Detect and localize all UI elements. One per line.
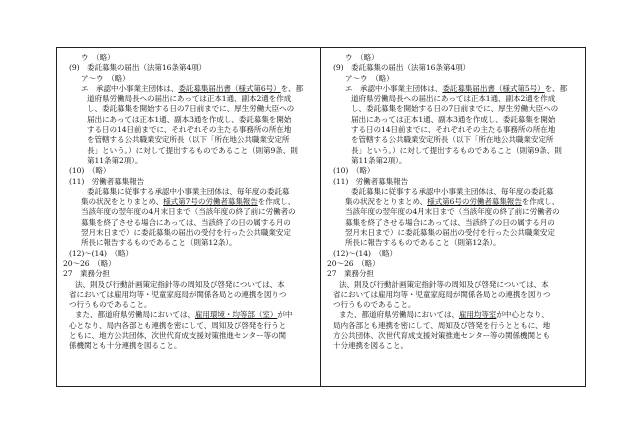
text-segment: 局内各部とも連携を密にして、周知及び啓発を行うとともに、地	[333, 320, 551, 330]
underlined-text: 雇用均等室	[458, 310, 497, 320]
text-line	[327, 321, 579, 331]
text-segment: 法、則及び行動計画策定指針等の周知及び啓発については、本	[75, 279, 285, 289]
text-segment: (11) 労働者募集報告	[333, 176, 409, 186]
text-line	[63, 341, 314, 351]
text-segment: つ行うものであること。	[69, 300, 152, 310]
comparison-table	[56, 47, 586, 387]
text-segment: 十分連携を図ること。	[333, 341, 408, 351]
text-segment: を、都	[280, 83, 304, 93]
text-segment: また、都道府県労働局においては、	[339, 310, 459, 320]
text-segment: (10) （略）	[69, 166, 111, 176]
text-segment: 募集を終了させる場合にあっては、当該終了の日の属する月の	[345, 217, 555, 227]
underlined-text: 委託募集届出書（様式第5号）	[442, 83, 545, 93]
text-line	[327, 125, 579, 135]
text-line	[327, 249, 579, 259]
text-line	[63, 166, 314, 176]
text-segment: 省においては雇用均等・児童家庭局が関係各局との連携を図りつ	[333, 289, 551, 299]
revised-column	[57, 48, 321, 386]
text-segment: が中心となり、	[496, 310, 549, 320]
text-line	[327, 187, 579, 197]
text-segment: 道府県労働局長への届出にあっては正本1通、副本2通を作成	[87, 94, 292, 104]
text-segment: を作成し、	[257, 197, 296, 207]
text-line	[63, 280, 314, 290]
text-line	[327, 300, 579, 310]
text-line	[327, 84, 579, 94]
text-segment: を作成し、	[521, 197, 560, 207]
text-segment: 当該年度の翌年度の4月末日まで（当該年度の終了前に労働者の	[81, 207, 296, 217]
text-segment: ア～ウ （略）	[81, 73, 130, 83]
text-line	[63, 146, 314, 156]
text-segment: 届出にあっては正本1通、副本3通を作成し、委託募集を開始	[87, 114, 292, 124]
text-line	[327, 331, 579, 341]
text-segment: 長」という。）に対して提出するものであること（則第9条、則	[351, 145, 562, 155]
text-line	[327, 115, 579, 125]
underlined-text: 委託募集届出書（様式第6号）	[178, 83, 281, 93]
text-line	[327, 104, 579, 114]
text-segment: 係機関とも十分連携を図ること。	[69, 341, 182, 351]
text-segment: 長」という。）に対して提出するものであること（則第9条、則	[87, 145, 298, 155]
text-line	[327, 207, 579, 217]
text-line	[327, 63, 579, 73]
text-line	[63, 187, 314, 197]
text-segment: エ 承認中小事業主団体は、	[81, 83, 179, 93]
text-segment: (9) 委託募集の届出（法第16条第4項）	[69, 63, 207, 73]
text-line	[63, 238, 314, 248]
text-line	[327, 135, 579, 145]
text-segment: が中	[277, 310, 293, 320]
text-line	[327, 280, 579, 290]
text-segment: 所長に報告するものであること（則第12条）。	[345, 238, 501, 248]
text-segment: 27 業務分担	[63, 269, 110, 279]
text-line	[327, 74, 579, 84]
text-segment: を、都	[544, 83, 568, 93]
text-segment: 当該年度の翌年度の4月末日まで（当該年度の終了前に労働者の	[345, 207, 560, 217]
text-segment: 集の状況をとりまとめ、	[81, 197, 164, 207]
text-line	[63, 331, 314, 341]
text-line	[63, 156, 314, 166]
text-segment: 心となり、局内各部とも連携を密にして、周知及び啓発を行うと	[69, 320, 287, 330]
text-line	[327, 94, 579, 104]
text-line	[63, 104, 314, 114]
text-line	[63, 259, 314, 269]
text-line	[63, 177, 314, 187]
text-segment: (12)～(14) （略）	[69, 248, 134, 258]
text-segment: 20～26 （略）	[327, 258, 380, 268]
text-segment: 第11条第2項）。	[351, 155, 407, 165]
text-line	[63, 269, 314, 279]
text-segment: つ行うものであること。	[333, 300, 416, 310]
text-segment: 第11条第2項）。	[87, 155, 143, 165]
text-line	[63, 290, 314, 300]
text-line	[327, 166, 579, 176]
text-line	[327, 259, 579, 269]
text-line	[327, 228, 579, 238]
text-line	[63, 321, 314, 331]
text-line	[63, 249, 314, 259]
text-segment: ア～ウ （略）	[345, 73, 394, 83]
text-segment: 委託募集に従事する承認中小事業主団体は、毎年度の委託募	[351, 186, 554, 196]
text-line	[63, 218, 314, 228]
underlined-text: 様式第6号の労働者募集報告	[427, 197, 522, 207]
text-segment: 27 業務分担	[327, 269, 374, 279]
text-line	[327, 53, 579, 63]
text-line	[63, 74, 314, 84]
text-line	[327, 146, 579, 156]
text-line	[327, 156, 579, 166]
text-segment: を管轄する公共職業安定所長（以下「所在地公共職業安定所	[351, 135, 554, 145]
text-line	[327, 269, 579, 279]
text-segment: 翌月末日まで）に委託募集の届出の受付を行った公共職業安定	[81, 228, 291, 238]
text-line	[63, 310, 314, 320]
text-segment: (11) 労働者募集報告	[69, 176, 145, 186]
text-segment: (9) 委託募集の届出（法第16条第4項）	[333, 63, 471, 73]
text-segment: する日の14日前までに、それぞれその主たる事務所の所在地	[87, 125, 292, 135]
text-segment: (10) （略）	[333, 166, 375, 176]
text-line	[63, 115, 314, 125]
text-line	[63, 300, 314, 310]
text-line	[63, 228, 314, 238]
text-segment: 集の状況をとりまとめ、	[345, 197, 428, 207]
text-line	[63, 63, 314, 73]
text-segment: 翌月末日まで）に委託募集の届出の受付を行った公共職業安定	[345, 228, 555, 238]
text-line	[327, 310, 579, 320]
text-segment: ウ （略）	[345, 53, 379, 62]
text-line	[327, 197, 579, 207]
text-segment: (12)～(14) （略）	[333, 248, 398, 258]
text-line	[63, 135, 314, 145]
text-segment: 20～26 （略）	[63, 258, 116, 268]
text-segment: ウ （略）	[81, 53, 115, 62]
text-line	[63, 125, 314, 135]
text-line	[327, 177, 579, 187]
text-segment: 所長に報告するものであること（則第12条）。	[81, 238, 237, 248]
text-segment: 募集を終了させる場合にあっては、当該終了の日の属する月の	[81, 217, 291, 227]
text-line	[63, 53, 314, 63]
text-segment: また、都道府県労働局においては、	[75, 310, 195, 320]
text-segment: 委託募集に従事する承認中小事業主団体は、毎年度の委託募	[87, 186, 290, 196]
text-line	[327, 341, 579, 351]
text-segment: エ 承認中小事業主団体は、	[345, 83, 443, 93]
text-line	[327, 290, 579, 300]
text-line	[63, 84, 314, 94]
text-segment: 道府県労働局長への届出にあっては正本1通、副本2通を作成	[351, 94, 556, 104]
text-line	[63, 197, 314, 207]
text-segment: 方公共団体、次世代育成支援対策推進センター等の関係機関とも	[333, 331, 551, 341]
text-segment: 届出にあっては正本1通、副本3通を作成し、委託募集を開始	[351, 114, 556, 124]
current-column	[321, 48, 585, 386]
text-segment: し、委託募集を開始する日の7日前までに、厚生労働大臣への	[87, 104, 295, 114]
text-segment: 省においては雇用均等・児童家庭局が関係各局との連携を図りつ	[69, 289, 287, 299]
text-segment: 法、則及び行動計画策定指針等の周知及び啓発については、本	[339, 279, 549, 289]
text-line	[63, 94, 314, 104]
underlined-text: 様式第7号の労働者募集報告	[163, 197, 258, 207]
text-line	[327, 218, 579, 228]
text-segment: し、委託募集を開始する日の7日前までに、厚生労働大臣への	[351, 104, 559, 114]
text-line	[327, 238, 579, 248]
text-line	[63, 207, 314, 217]
underlined-text: 雇用環境・均等部（室）	[194, 310, 278, 320]
text-segment: ともに、地方公共団体、次世代育成支援対策推進センター等の関	[69, 331, 287, 341]
text-segment: する日の14日前までに、それぞれその主たる事務所の所在地	[351, 125, 556, 135]
text-segment: を管轄する公共職業安定所長（以下「所在地公共職業安定所	[87, 135, 290, 145]
